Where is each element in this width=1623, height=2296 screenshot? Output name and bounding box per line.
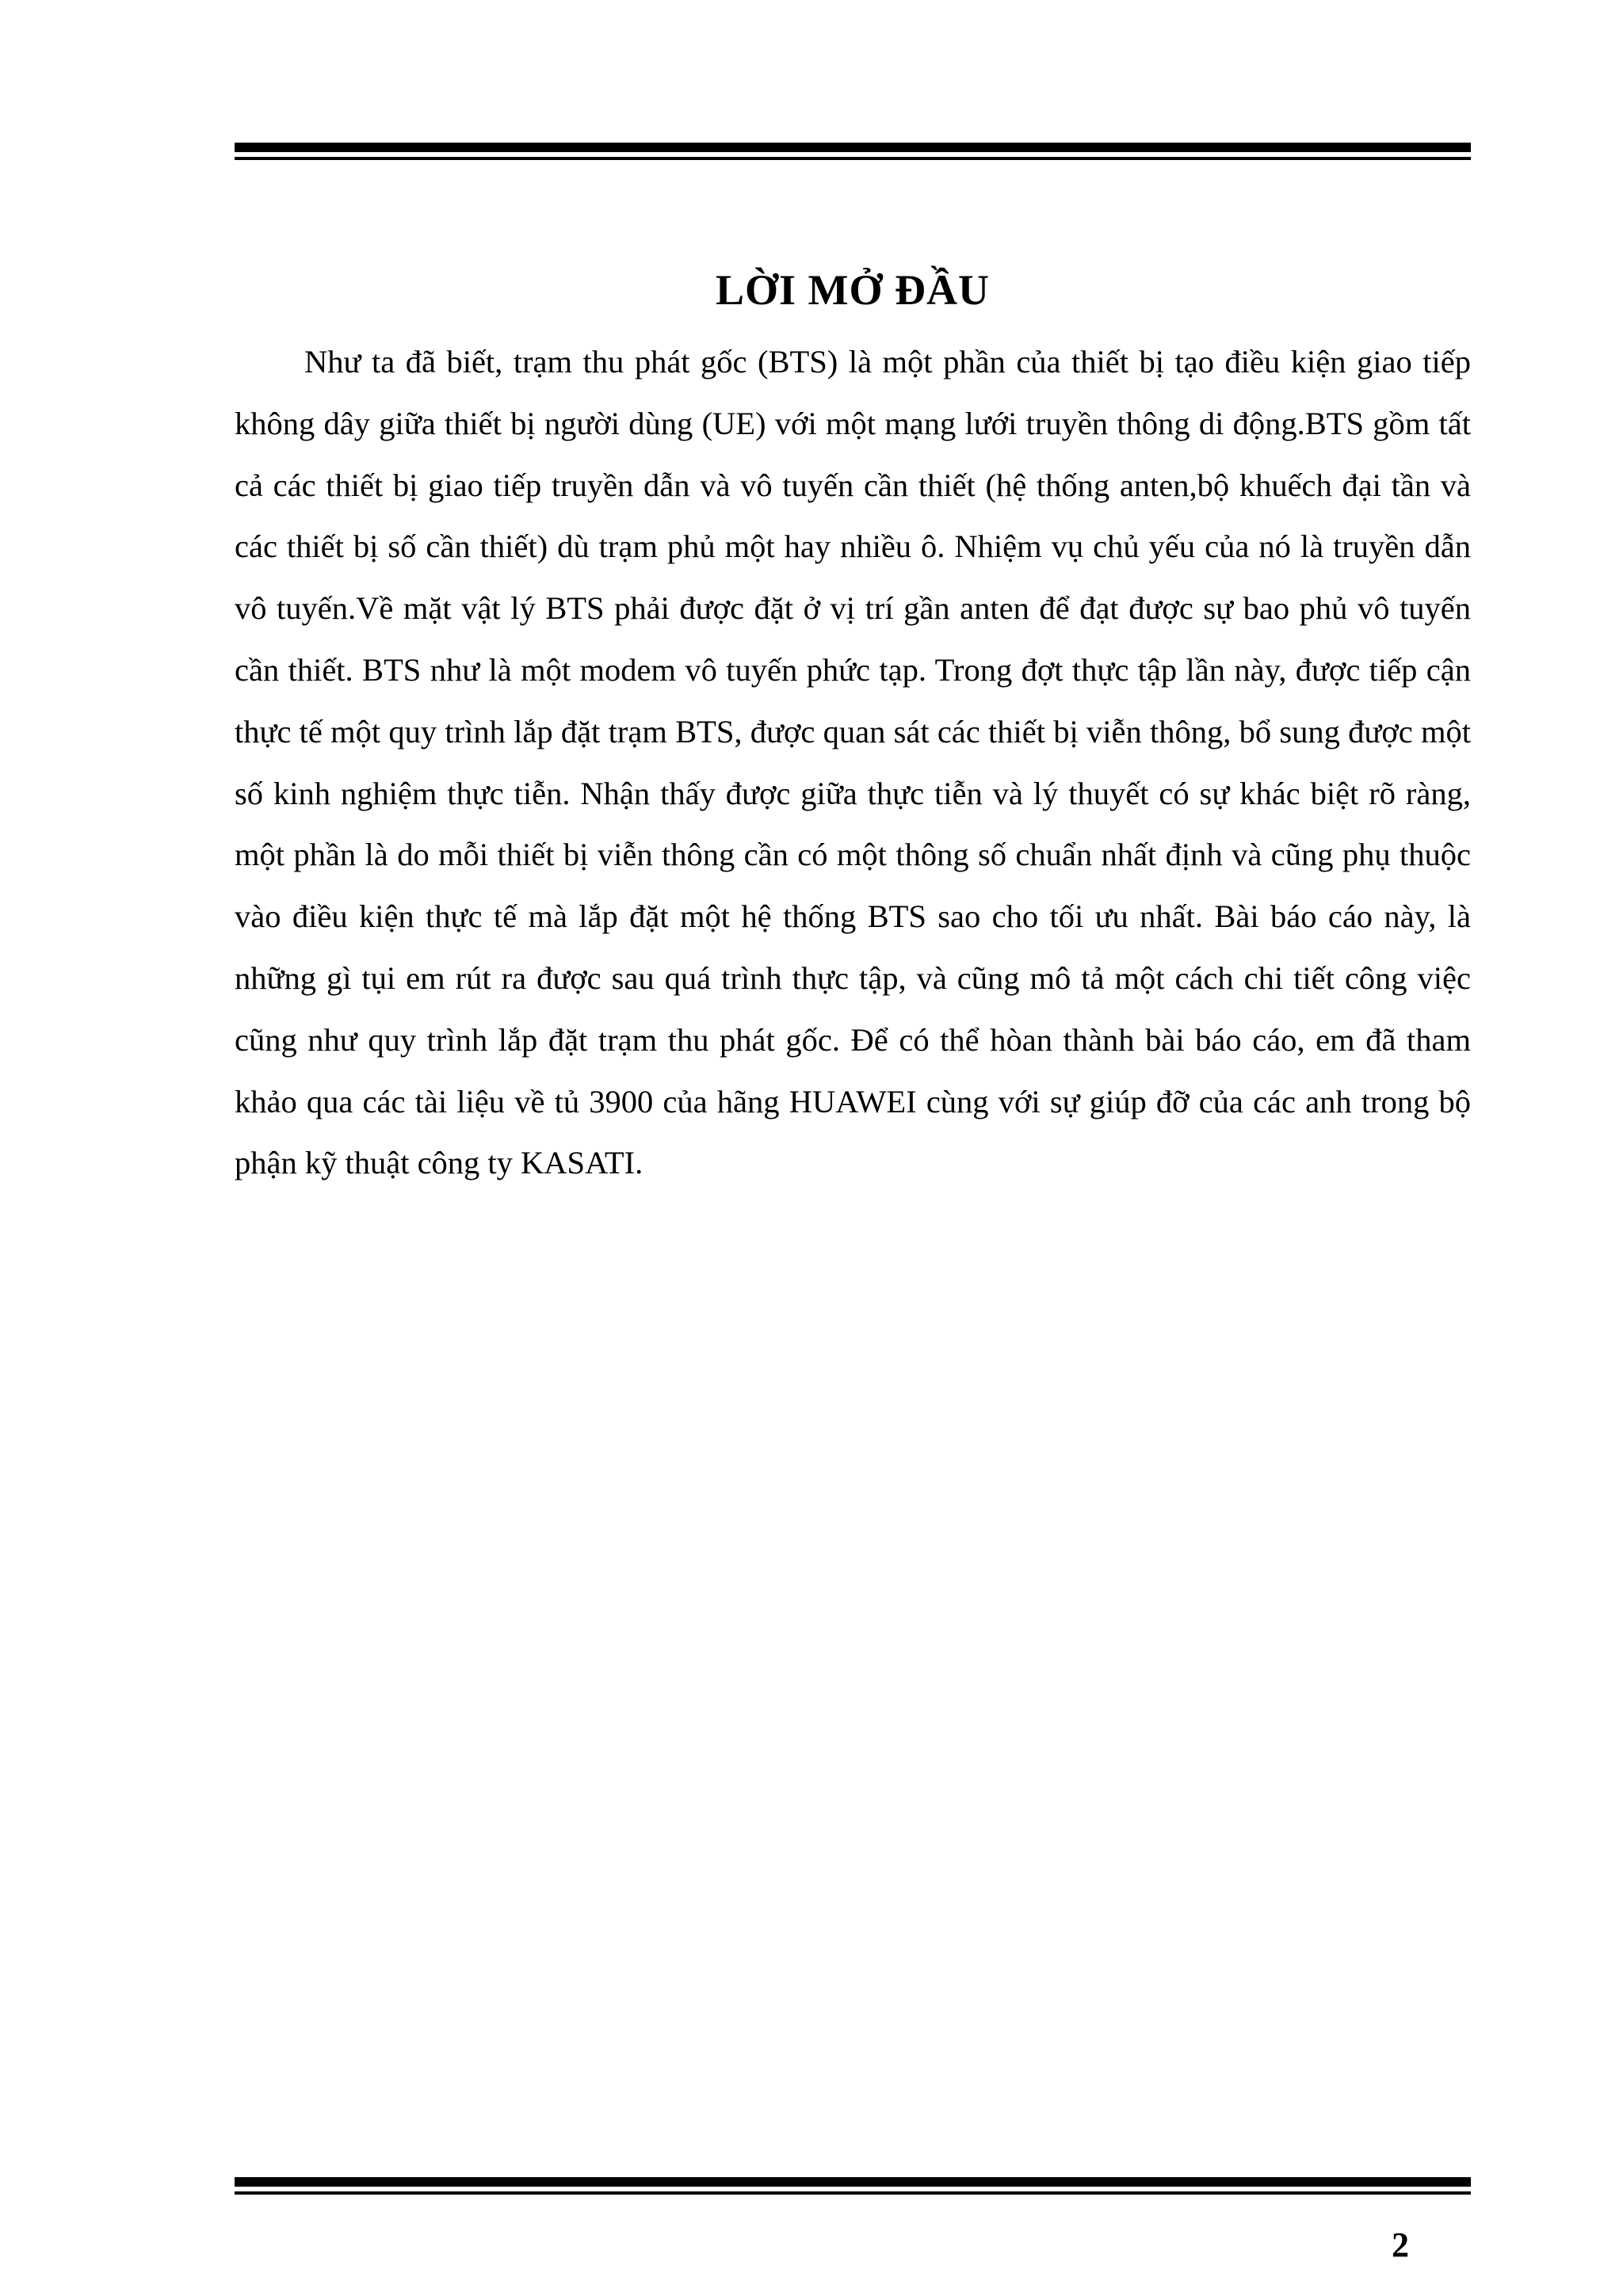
header-rule-thin (235, 157, 1471, 160)
intro-paragraph: Như ta đã biết, trạm thu phát gốc (BTS) là một phần của thiết bị tạo điều kiện giao tiếp không dây giữa thiết bị người dùng (UE) với một mạng lưới truyền thông di động.BTS gồm tất cả các thiết bị giao tiếp truyền dẫn và vô tuyến cần thiết (hệ thống anten,bộ khuếch đại tần và các thiết bị số cần thiết) dù trạm phủ một hay nhiều ô. Nhiệm vụ chủ yếu của nó là truyền dẫn vô tuyến.Về mặt vật lý BTS phải được đặt ở vị trí gần anten để đạt được sự bao phủ vô tuyến cần thiết. BTS như là một modem vô tuyến phức tạp. Trong đợt thực tập lần này, được tiếp cận thực tế một quy trình lắp đặt trạm BTS, được quan sát các thiết bị viễn thông, bổ sung được một số kinh nghiệm thực tiễn. Nhận thấy được giữa thực tiễn và lý thuyết có sự khác biệt rõ ràng, một phần là do mỗi thiết bị viễn thông cần có một thông số chuẩn nhất định và cũng phụ thuộc vào điều kiện thực tế mà lắp đặt một hệ thống BTS sao cho tối ưu nhất. Bài báo cáo này, là những gì tụi em rút ra được sau quá trình thực tập, và cũng mô tả một cách chi tiết công việc cũng như quy trình lắp đặt trạm thu phát gốc. Để có thể hòan thành bài báo cáo, em đã tham khảo qua các tài liệu về tủ 3900 của hãng HUAWEI cùng với sự giúp đỡ của các anh trong bộ phận kỹ thuật công ty KASATI. (235, 344, 1471, 1181)
header-rule-thick (235, 143, 1471, 152)
footer-rule-thin (235, 2191, 1471, 2195)
page-number: 2 (1392, 2225, 1409, 2264)
page-title: LỜI MỞ ĐẦU (716, 266, 990, 314)
footer-rule-thick (235, 2177, 1471, 2187)
footer-rule (235, 2177, 1471, 2195)
header-rule (235, 143, 1471, 160)
